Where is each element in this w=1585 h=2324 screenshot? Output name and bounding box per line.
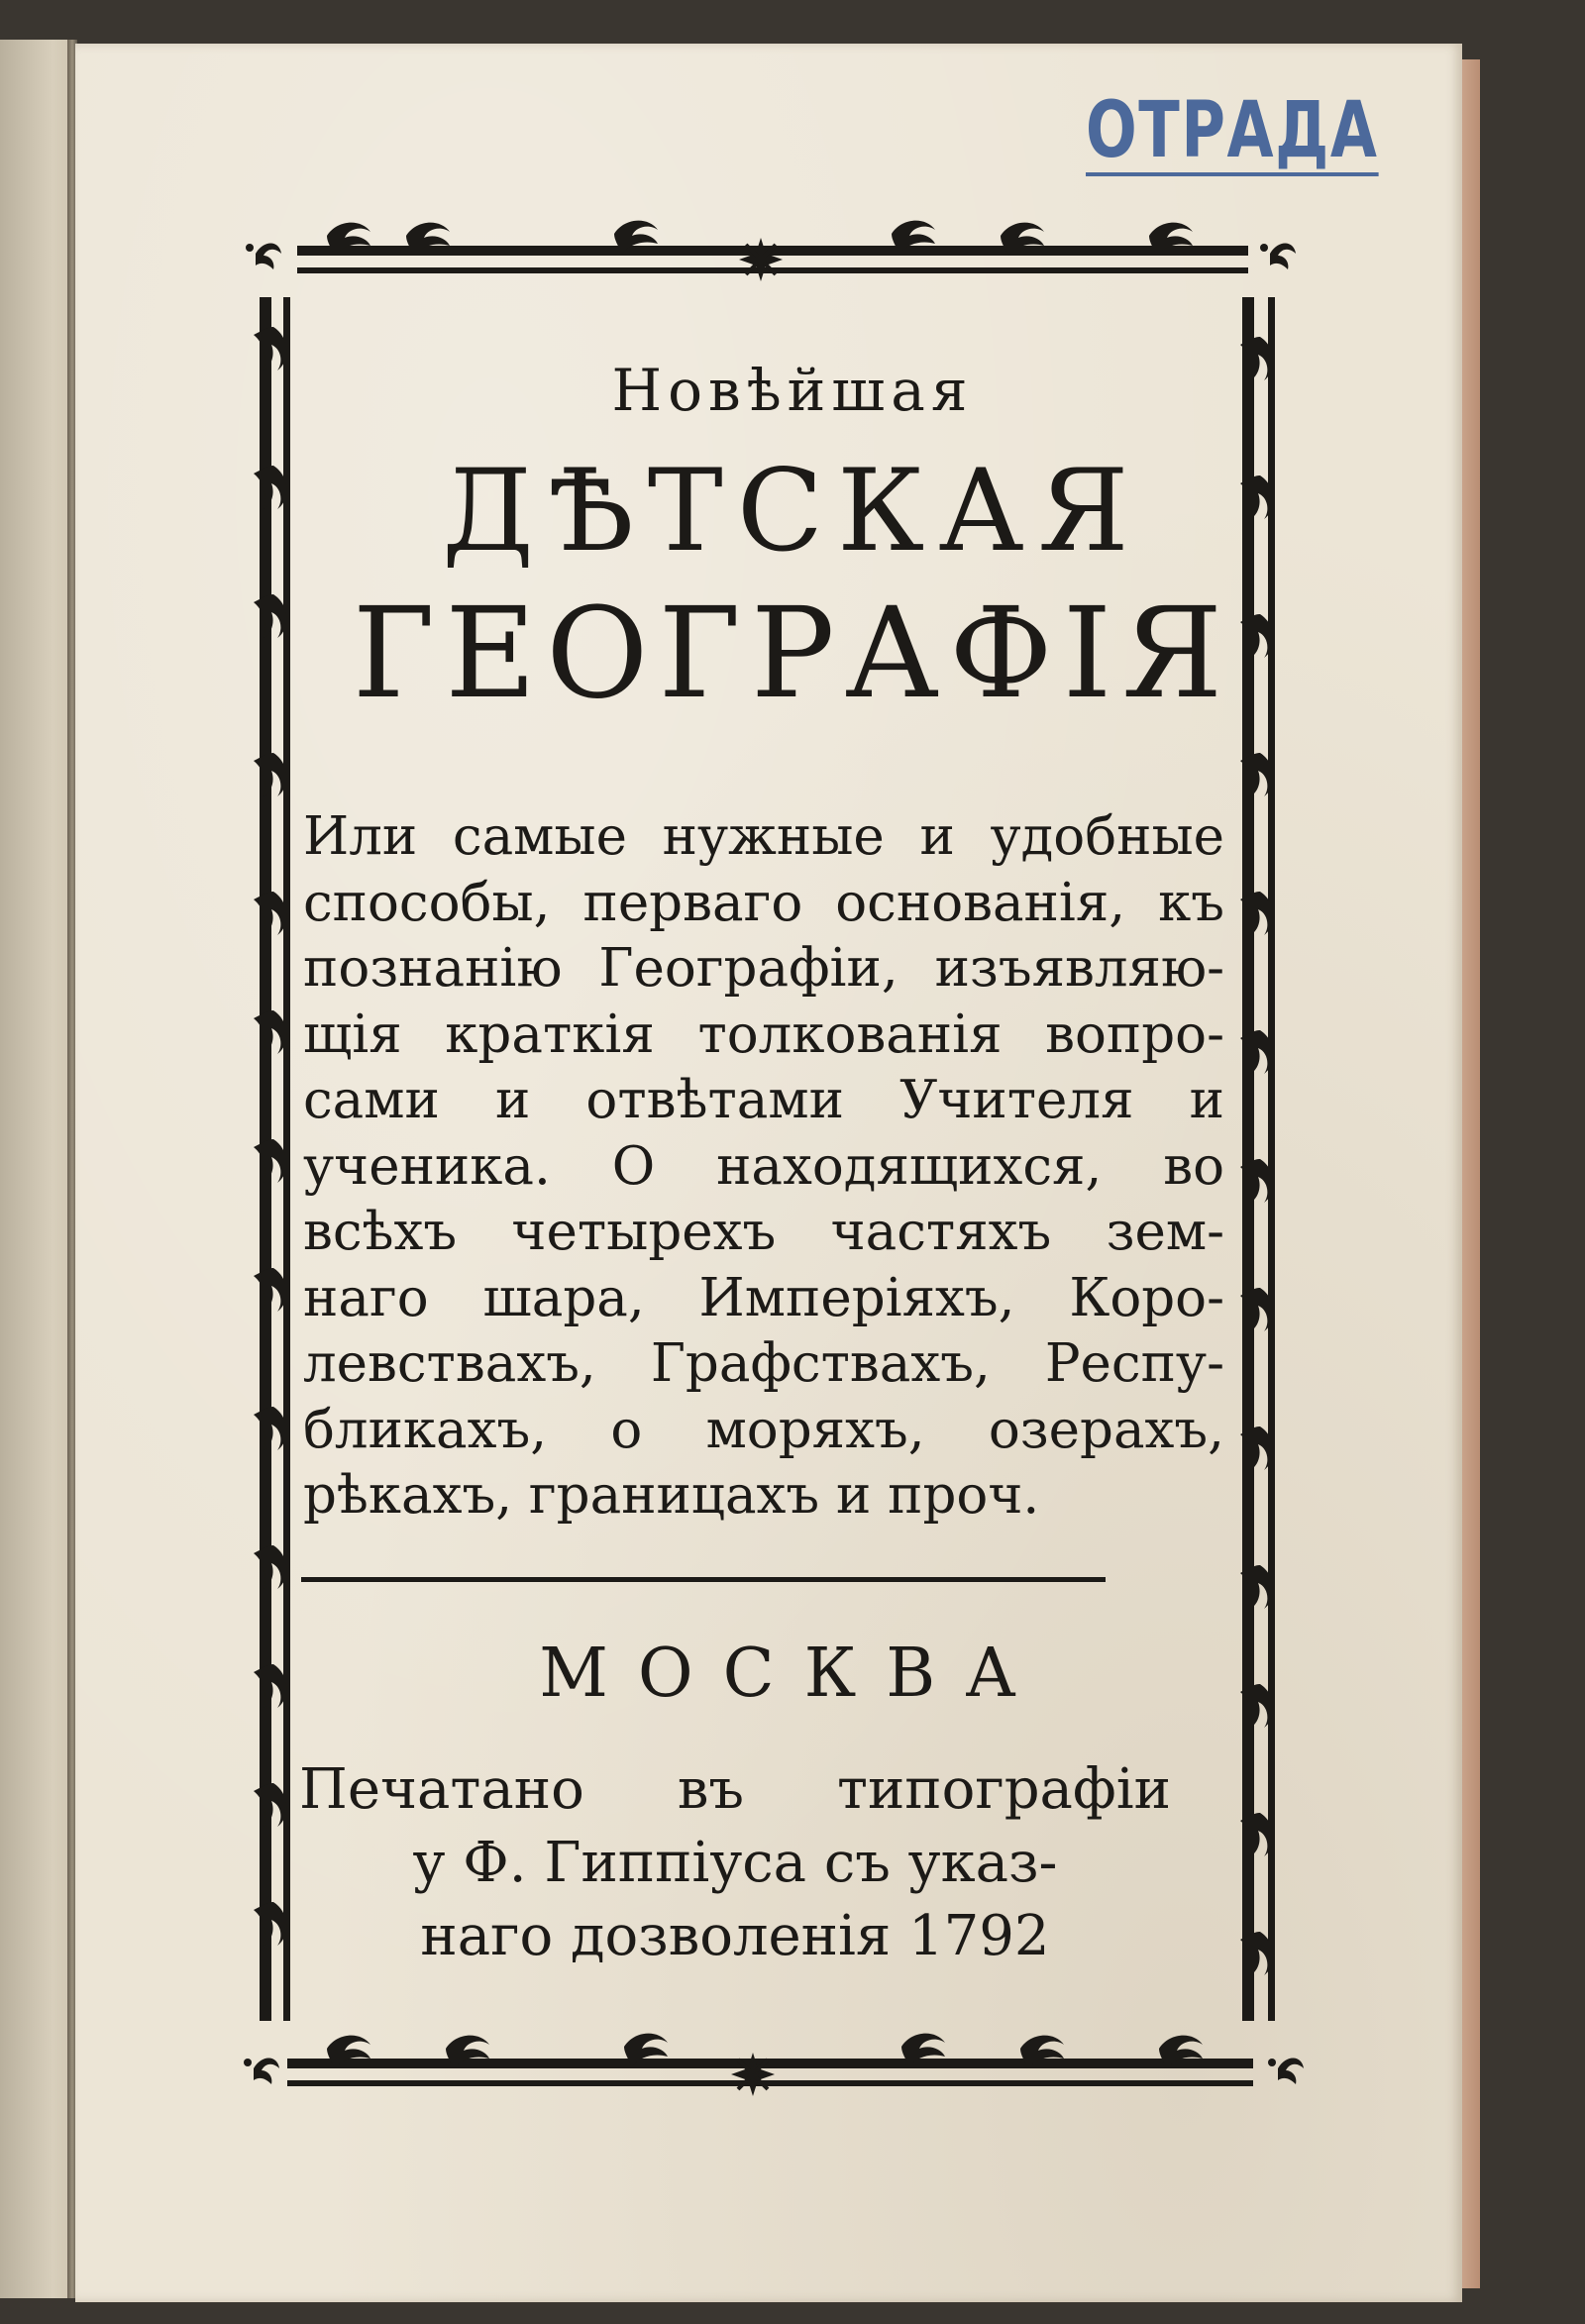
title-line-2: ДѢТСКАЯ [442,445,1143,577]
imprint-line: Печатано въ типографіи [299,1757,1171,1822]
description-line: щія краткія толкованія вопро- [303,1004,1224,1065]
imprint-line: у Ф. Гиппіуса съ указ- [412,1831,1058,1895]
description-line: познанію Географіи, изъявляю- [303,938,1224,999]
description-line: способы, перваго основанія, къ [303,872,1224,933]
horizontal-rule [301,1577,1106,1582]
imprint [299,1753,1171,1973]
description-line: ученика. О находящихся, во [303,1135,1224,1197]
description-line: бликахъ, о моряхъ, озерахъ, [303,1399,1224,1460]
left-ornament-column [254,297,290,2021]
city-name: МОСКВА [539,1635,1046,1713]
description-line: Или самые нужные и удобные [303,806,1224,867]
description-paragraph [303,804,1224,1530]
imprint-line: наго дозволенія 1792 [420,1904,1050,1968]
title-block [297,357,1288,726]
description-line: рѣкахъ, границахъ и проч. [303,1465,1040,1526]
description-line: всѣхъ четырехъ частяхъ зем- [303,1202,1224,1262]
description-line: сами и отвѣтами Учителя и [303,1070,1224,1130]
bottom-ornament-band [244,2034,1304,2096]
title-line-3: ГЕОГРАФІЯ [352,580,1233,726]
description-line: наго шара, Имперіяхъ, Коро- [303,1267,1224,1328]
title-line-1: Новѣйшая [611,357,974,424]
top-ornament-band [246,221,1296,281]
library-stamp: ОТРАДА [1086,86,1379,175]
description-line: левствахъ, Графствахъ, Респу- [303,1333,1224,1394]
